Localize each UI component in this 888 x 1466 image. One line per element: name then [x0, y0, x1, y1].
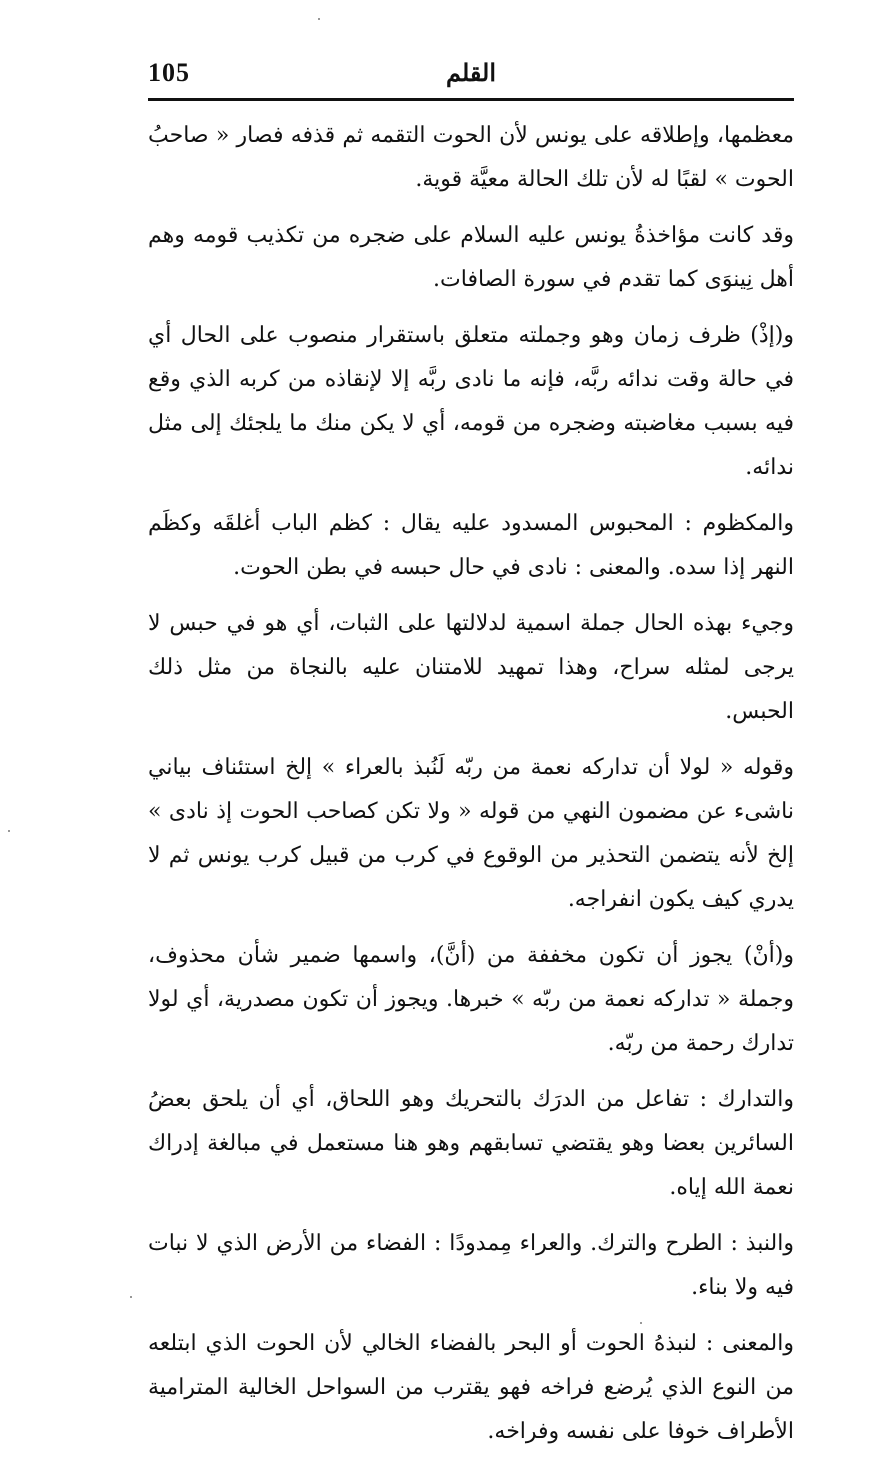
- paragraph: معظمها، وإطلاقه على يونس لأن الحوت التقمه ثم قذفه فصار « صاحبُ الحوت » لقبًا له لأن تلك الحالة معيَّة قوية.: [148, 123, 794, 192]
- paragraph: والتدارك : تفاعل من الدرَك بالتحريك وهو اللحاق، أي أن يلحق بعضُ السائرين بعضا وهو يقتضي تسابقهم وهو هنا مستعمل في مبالغة إدراك نعمة الله إياه.: [148, 1087, 794, 1200]
- paragraph: و(إذْ) ظرف زمان وهو وجملته متعلق باستقرار منصوب على الحال أي في حالة وقت ندائه ربَّه، فإنه ما نادى ربَّه إلا لإنقاذه من كربه الذي وقع فيه بسبب مغاضبته وضجره من قومه، أي لا يكن منك ما يلجئك إلى مثل ندائه.: [148, 323, 794, 480]
- body-text: [148, 114, 794, 1466]
- page-number: 105: [148, 58, 190, 87]
- paragraph: وقد كانت مؤاخذةُ يونس عليه السلام على ضجره من تكذيب قومه وهم أهل نِينوَى كما تقدم في سورة الصافات.: [148, 223, 794, 292]
- surah-title: القلم: [445, 58, 497, 87]
- page-header: [148, 52, 794, 100]
- paragraph: والمعنى : لنبذهُ الحوت أو البحر بالفضاء الخالي لأن الحوت الذي ابتلعه من النوع الذي يُرضع فراخه فهو يقترب من السواحل الخالية المترامية الأطراف خوفا على نفسه وفراخه.: [148, 1331, 794, 1444]
- paragraph: وجيء بهذه الحال جملة اسمية لدلالتها على الثبات، أي هو في حبس لا يرجى لمثله سراح، وهذا تمهيد للامتنان عليه بالنجاة من مثل ذلك الحبس.: [148, 611, 794, 724]
- scan-speck: [318, 18, 320, 20]
- paragraph: و(أنْ) يجوز أن تكون مخففة من (أنَّ)، واسمها ضمير شأن محذوف، وجملة « تداركه نعمة من ربّه » خبرها. ويجوز أن تكون مصدرية، أي لولا تدارك رحمة من ربّه.: [148, 943, 794, 1056]
- paragraph: وقوله « لولا أن تداركه نعمة من ربّه لَنُبذ بالعراء » إلخ استئناف بياني ناشىء عن مضمون النهي من قوله « ولا تكن كصاحب الحوت إذ نادى » إلخ لأنه يتضمن التحذير من الوقوع في كرب من قبيل كرب يونس ثم لا يدري كيف يكون انفراجه.: [148, 755, 794, 912]
- paragraph: والمكظوم : المحبوس المسدود عليه يقال : كظم الباب أغلقَه وكظَم النهر إذا سده. والمعنى : نادى في حال حبسه في بطن الحوت.: [148, 511, 794, 580]
- scan-speck: [640, 1322, 642, 1324]
- paragraph: والنبذ : الطرح والترك. والعراء مِمدودًا : الفضاء من الأرض الذي لا نبات فيه ولا بناء.: [148, 1231, 794, 1300]
- header-rule: [148, 98, 794, 101]
- scan-speck: [8, 830, 10, 832]
- scan-speck: [130, 1296, 132, 1298]
